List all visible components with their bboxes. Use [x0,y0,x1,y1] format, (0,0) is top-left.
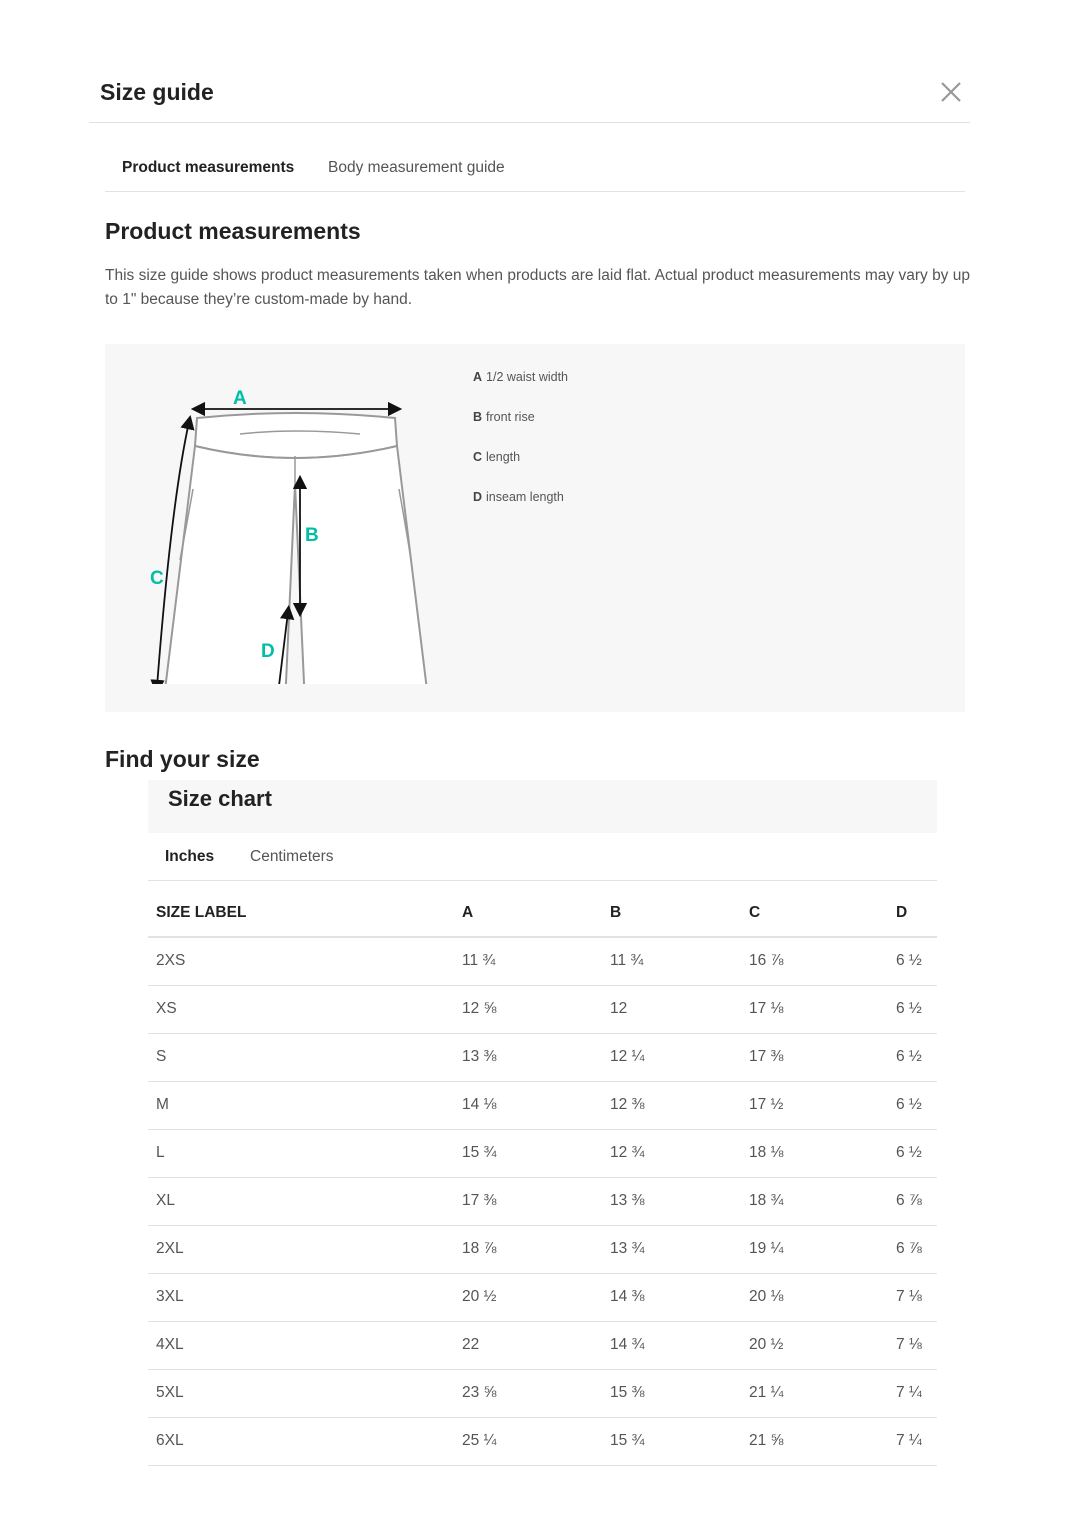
size-chart-title: Size chart [168,786,272,811]
table-row [148,937,937,985]
measurement-cell: 17 ½ [741,1081,888,1129]
table-row [148,1369,937,1417]
measurement-cell: 6 ½ [888,985,937,1033]
measurement-cell: 17 ⅜ [741,1033,888,1081]
measurement-cell: 11 ¾ [602,937,741,985]
measurement-cell: 11 ¾ [454,937,602,985]
find-your-size-title: Find your size [105,746,260,772]
size-label-cell: XS [148,985,454,1033]
measurement-cell: 7 ¼ [888,1369,937,1417]
measurement-legend [473,370,568,530]
measurement-cell: 18 ¾ [741,1177,888,1225]
modal-header [89,60,970,123]
measurement-cell: 7 ⅛ [888,1321,937,1369]
product-measurements-description: This size guide shows product measurements taken when products are laid flat. Actual product measurements may vary by up to 1" because they’re custom-made by hand. [105,267,970,308]
marker-c: C [150,568,164,589]
size-label-cell: 5XL [148,1369,454,1417]
tab-centimeters[interactable]: Centimeters [250,848,334,865]
measurement-cell: 13 ⅜ [602,1177,741,1225]
legend-item-d: D inseam length [473,490,564,504]
table-row [148,1417,937,1465]
size-label-cell: S [148,1033,454,1081]
size-label-cell: 2XS [148,937,454,985]
measurement-cell: 17 ⅛ [741,985,888,1033]
modal-title: Size guide [100,79,214,105]
measurement-cell: 20 ½ [454,1273,602,1321]
table-row [148,1129,937,1177]
measurement-cell: 13 ⅜ [454,1033,602,1081]
measurement-cell: 25 ¼ [454,1417,602,1465]
measurement-cell: 20 ⅛ [741,1273,888,1321]
measurement-cell: 12 ¾ [602,1129,741,1177]
marker-a: A [233,388,247,409]
measurement-cell: 12 ⅝ [454,985,602,1033]
measurement-cell: 15 ¾ [454,1129,602,1177]
measurement-cell: 19 ¼ [741,1225,888,1273]
table-header-row [148,890,937,937]
measurement-cell: 6 ⅞ [888,1177,937,1225]
table-row [148,1321,937,1369]
table-row [148,1225,937,1273]
measurement-cell: 14 ⅜ [602,1273,741,1321]
table-row [148,1273,937,1321]
close-button[interactable] [938,79,964,105]
shorts-diagram-icon [145,384,445,684]
measurement-cell: 15 ⅜ [602,1369,741,1417]
header-b: B [602,890,741,937]
size-chart-header [148,780,937,833]
header-c: C [741,890,888,937]
marker-d: D [261,641,275,662]
size-label-cell: M [148,1081,454,1129]
tab-body-measurement-guide[interactable]: Body measurement guide [328,159,505,176]
measurement-cell: 18 ⅛ [741,1129,888,1177]
table-row [148,1081,937,1129]
size-table [148,890,937,1466]
measurement-cell: 6 ½ [888,1081,937,1129]
product-measurements-title: Product measurements [105,218,361,244]
measurement-cell: 12 [602,985,741,1033]
table-row [148,1033,937,1081]
table-row [148,985,937,1033]
measurement-cell: 17 ⅜ [454,1177,602,1225]
measurement-cell: 22 [454,1321,602,1369]
measurement-cell: 15 ¾ [602,1417,741,1465]
legend-item-c: C length [473,450,521,464]
measurement-cell: 6 ½ [888,937,937,985]
tab-product-measurements[interactable]: Product measurements [122,159,295,176]
size-label-cell: 2XL [148,1225,454,1273]
measurement-cell: 12 ⅜ [602,1081,741,1129]
measurement-cell: 12 ¼ [602,1033,741,1081]
table-row [148,1177,937,1225]
measurement-cell: 6 ½ [888,1033,937,1081]
size-label-cell: XL [148,1177,454,1225]
measurement-cell: 13 ¾ [602,1225,741,1273]
close-icon [938,79,964,105]
measurement-diagram [105,344,965,712]
header-d: D [888,890,937,937]
size-label-cell: L [148,1129,454,1177]
measurement-cell: 23 ⅝ [454,1369,602,1417]
header-a: A [454,890,602,937]
measurement-cell: 21 ¼ [741,1369,888,1417]
tab-inches[interactable]: Inches [165,848,215,865]
measurement-cell: 14 ⅛ [454,1081,602,1129]
marker-b: B [305,525,319,546]
measurement-cell: 20 ½ [741,1321,888,1369]
guide-tabs [105,145,965,192]
measurement-cell: 6 ⅞ [888,1225,937,1273]
measurement-cell: 14 ¾ [602,1321,741,1369]
legend-item-a: A 1/2 waist width [473,370,569,384]
measurement-cell: 16 ⅞ [741,937,888,985]
measurement-cell: 7 ¼ [888,1417,937,1465]
unit-tabs [148,833,937,881]
legend-item-b: B front rise [473,410,535,424]
size-label-cell: 3XL [148,1273,454,1321]
measurement-cell: 7 ⅛ [888,1273,937,1321]
size-label-cell: 4XL [148,1321,454,1369]
size-label-cell: 6XL [148,1417,454,1465]
measurement-cell: 6 ½ [888,1129,937,1177]
measurement-cell: 21 ⅝ [741,1417,888,1465]
measurement-cell: 18 ⅞ [454,1225,602,1273]
header-size-label: SIZE LABEL [148,890,454,937]
